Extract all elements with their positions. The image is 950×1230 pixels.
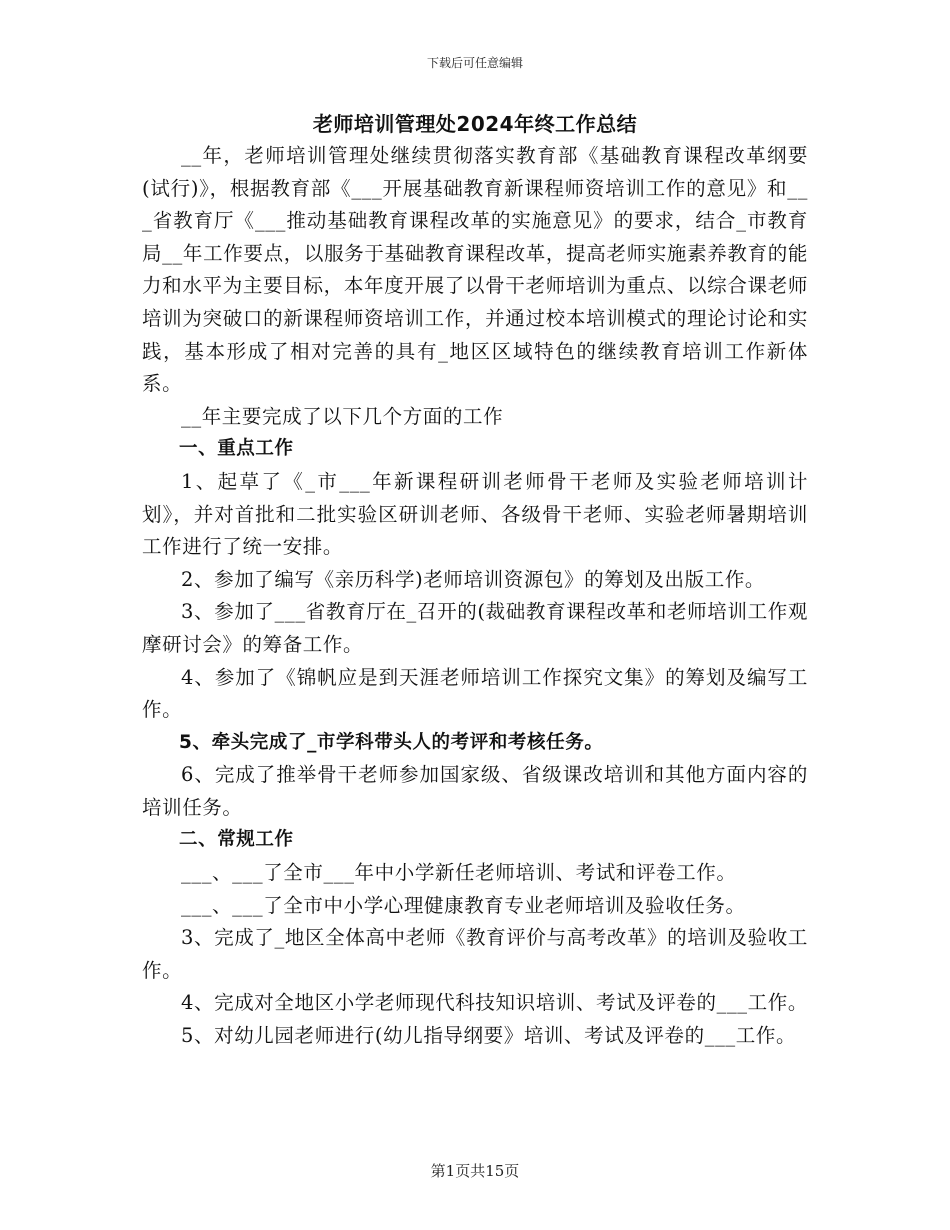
header-note: 下载后可任意编辑 (426, 56, 523, 70)
document-title: 老师培训管理处2024年终工作总结 (312, 112, 638, 136)
list-item: 3、完成了_地区全体高中老师《教育评价与高考改革》的培训及验收工作。 (142, 926, 808, 982)
paragraph-intro: __年，老师培训管理处继续贯彻落实教育部《基础教育课程改革纲要(试行)》，根据教育部《___开展基础教育新课程师资培训工作的意见》和___省教育厅《___推动基础教育课程改革的实施意见》的要求，结合_市教育局__年工作要点，以服务于基础教育课程改革，提高老师实施素养教育的能力和水平为主要目标，本年度开展了以骨干老师培训为重点、以综合课老师培训为突破口的新课程师资培训工作，并通过校本培训模式的理论讨论和实践，基本形成了相对完善的具有_地区区域特色的继续教育培训工作新体系。 (142, 144, 808, 396)
list-item: 4、参加了《锦帆应是到天涯老师培训工作探究文集》的筹划及编写工作。 (142, 665, 808, 722)
list-item-bold: 5、牵头完成了_市学科带头人的考评和考核任务。 (179, 731, 604, 753)
document-body (142, 140, 808, 1053)
list-item: ___、___了全市中小学心理健康教育专业老师培训及验收任务。 (181, 893, 746, 917)
list-item: ___、___了全市___年中小学新任老师培训、考试和评卷工作。 (181, 861, 737, 885)
list-item: 3、参加了___省教育厅在_召开的(裁础教育课程改革和老师培训工作观摩研讨会》的筹备工作。 (142, 600, 808, 656)
list-item: 2、参加了编写《亲历科学)老师培训资源包》的筹划及出版工作。 (181, 567, 766, 591)
list-item: 5、对幼儿园老师进行(幼儿指导纲要》培训、考试及评卷的___工作。 (181, 1024, 797, 1048)
list-item: 1、起草了《_市___年新课程研训老师骨干老师及实验老师培训计划》，并对首批和二批实验区研训老师、各级骨干老师、实验老师暑期培训工作进行了统一安排。 (142, 469, 808, 559)
paragraph-summary-lead: __年主要完成了以下几个方面的工作 (181, 404, 504, 428)
list-item: 6、完成了推举骨干老师参加国家级、省级课改培训和其他方面内容的培训任务。 (142, 763, 808, 819)
list-item: 4、完成对全地区小学老师现代科技知识培训、考试及评卷的___工作。 (181, 991, 808, 1015)
section-heading-routine-work: 二、常规工作 (179, 829, 294, 851)
section-heading-key-work: 一、重点工作 (179, 438, 294, 460)
page-indicator: 第1页共15页 (430, 1162, 520, 1180)
